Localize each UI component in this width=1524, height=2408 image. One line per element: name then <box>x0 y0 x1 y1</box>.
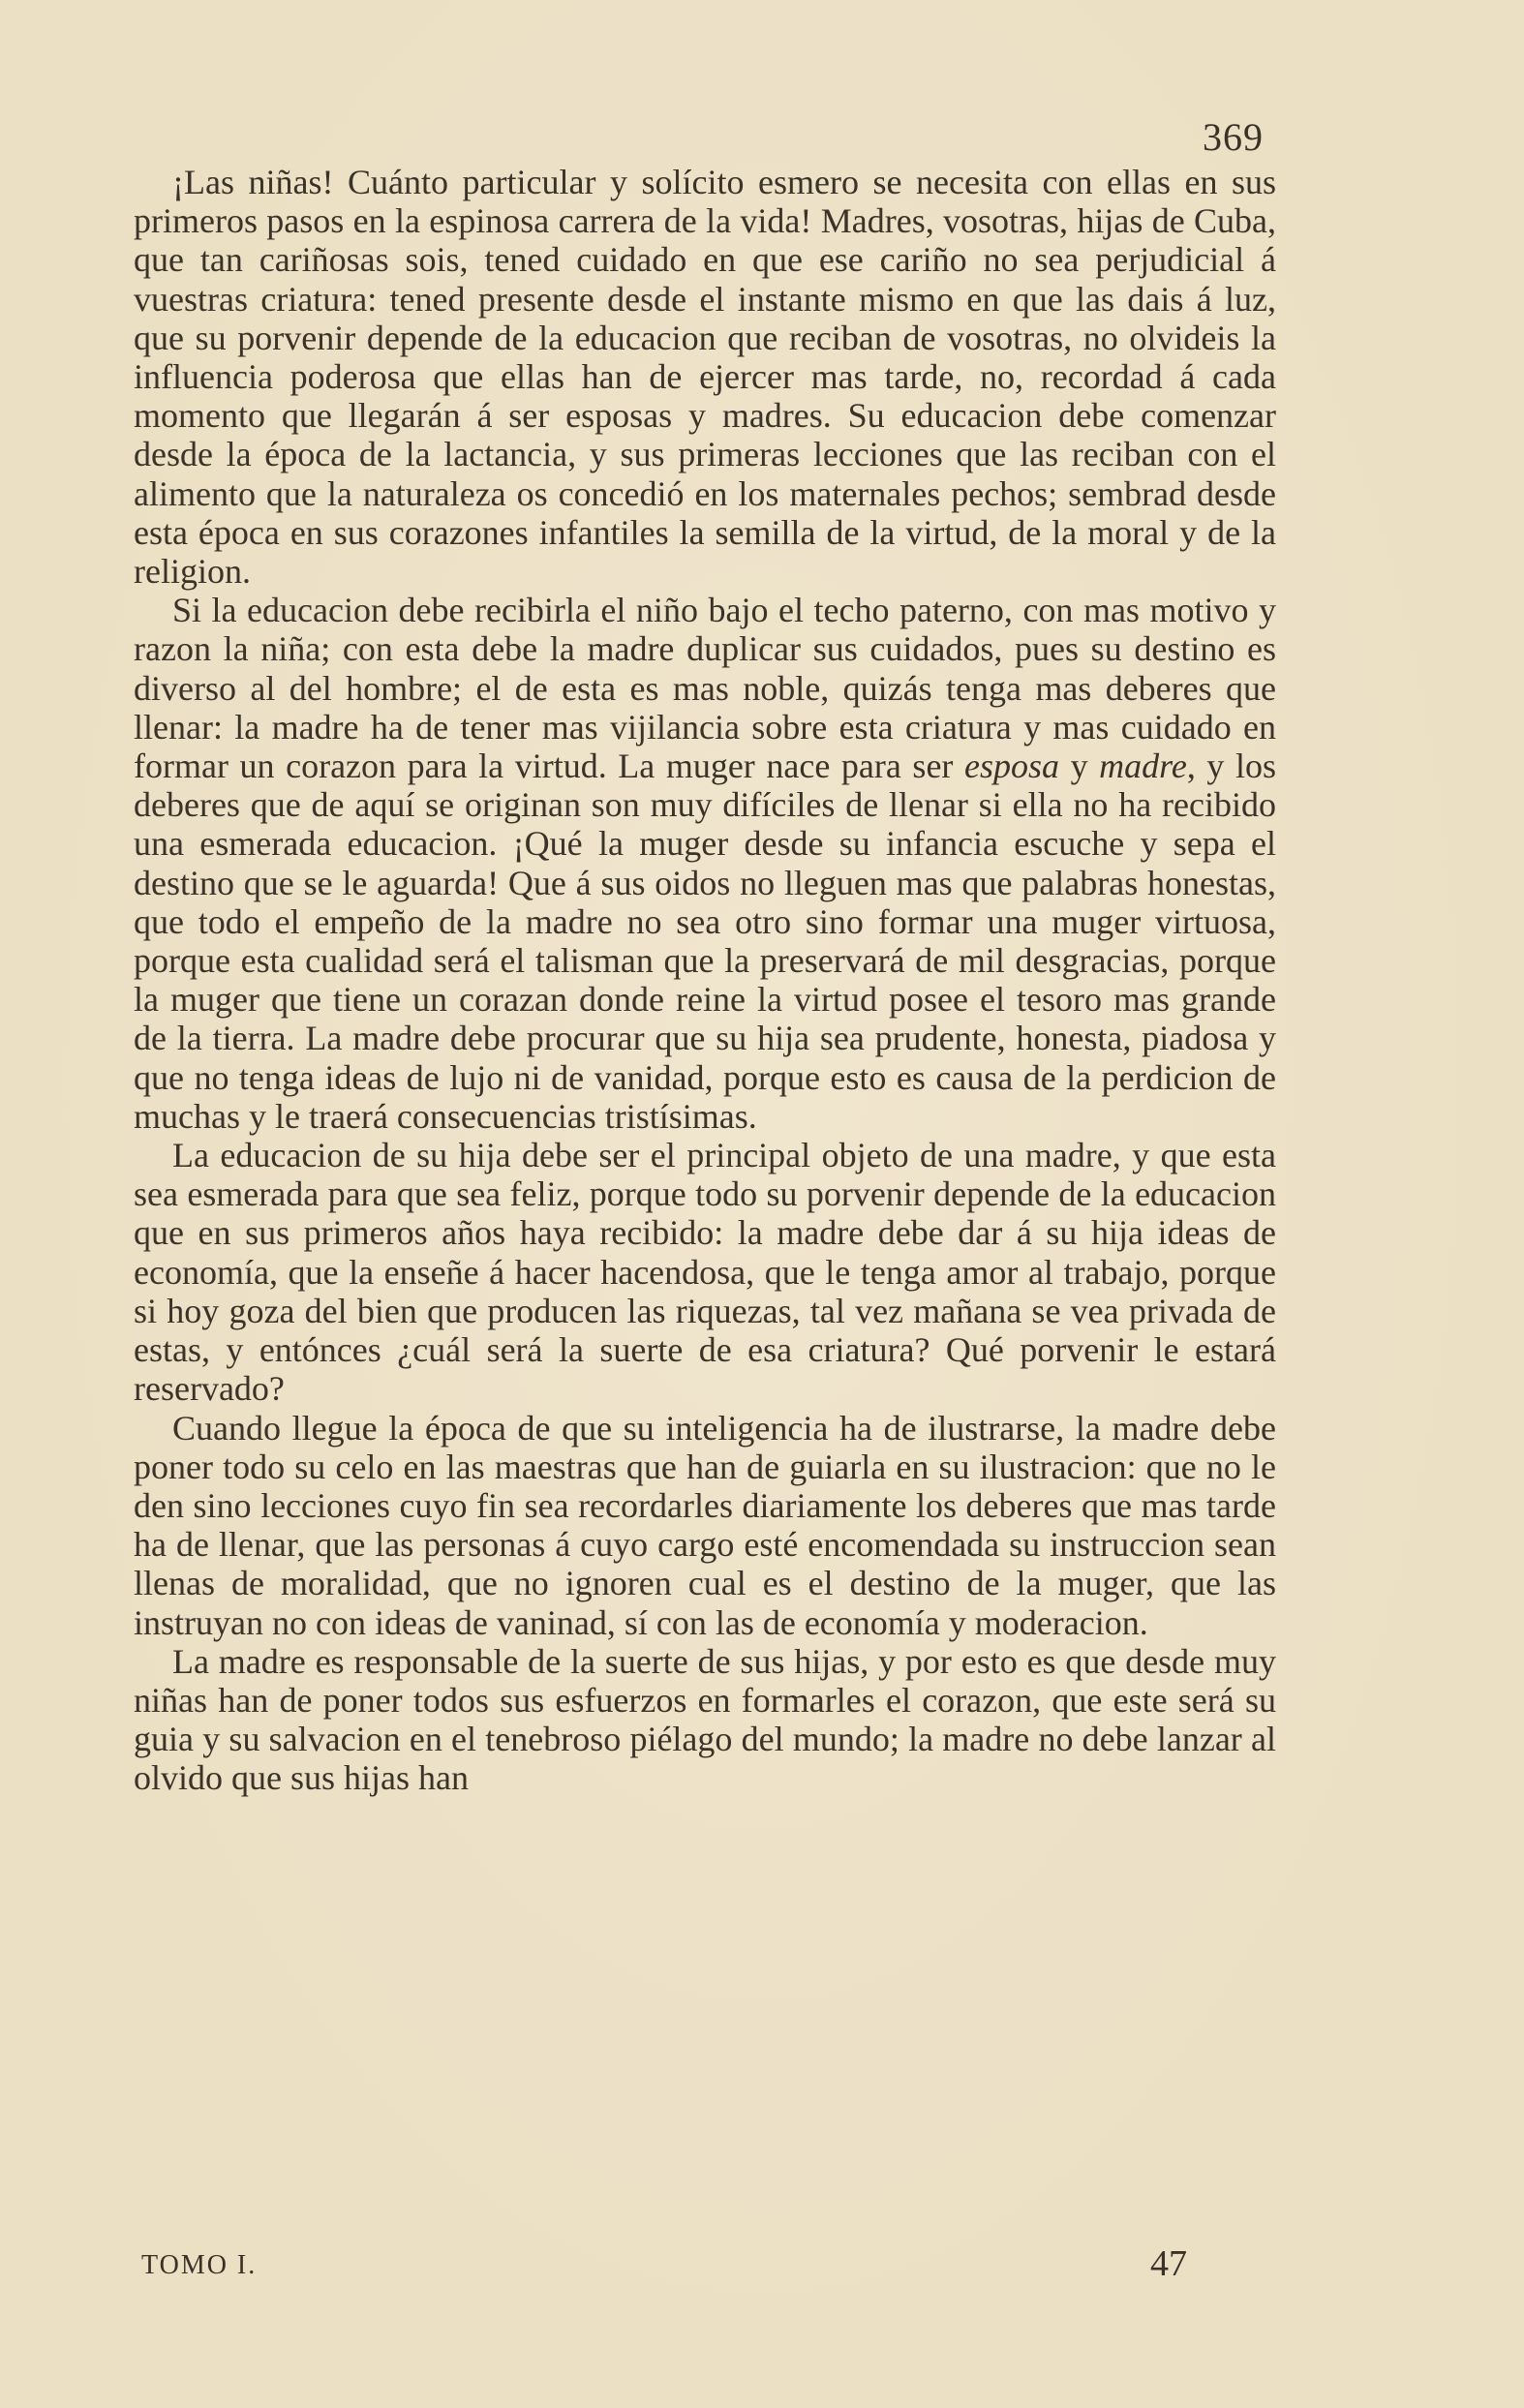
paragraph-4: Cuando llegue la época de que su inteligencia ha de ilustrarse, la madre debe poner todo su celo en las maestras que han de guiarla en su ilustracion: que no le den sino lecciones cuyo fin sea recordarles diariamente los deberes que mas tarde ha de llenar, que las personas á cuyo cargo esté encomendada su instruccion sean llenas de moralidad, que no ignoren cual es el destino de la muger, que las instruyan no con ideas de vaninad, sí con las de economía y moderacion. <box>134 1408 1276 1642</box>
paragraph-2-text-c: , y los deberes que de aquí se originan son muy difíciles de llenar si ella no ha recibido una esmerada educacion. ¡Qué la muger desde su infancia escuche y sepa el destino que se le aguarda! Que á sus oidos no lleguen mas que palabras honestas, que todo el empeño de la madre no sea otro sino formar una muger virtuosa, porque esta cualidad será el talisman que la preservará de mil desgracias, porque la muger que tiene un corazan donde reine la virtud posee el tesoro mas grande de la tierra. La madre debe procurar que su hija sea prudente, honesta, piadosa y que no tenga ideas de lujo ni de vanidad, porque esto es causa de la perdicion de muchas y le traerá consecuencias tristísimas. <box>134 747 1277 1136</box>
italic-word-esposa: esposa <box>964 747 1059 786</box>
page-footer <box>134 2242 1276 2285</box>
paragraph-2-text-a: Si la educacion debe recibirla el niño bajo el techo paterno, con mas motivo y razon la niña; con esta debe la madre duplicar sus cuidados, pues su destino es diverso al del hombre; el de esta es mas noble, quizás tenga mas deberes que llenar: la madre ha de tener mas vijilancia sobre esta criatura y mas cuidado en formar un corazon para la virtud. La muger nace para ser <box>134 591 1276 786</box>
footer-sheet-number: 47 <box>1150 2243 1187 2284</box>
italic-word-madre: madre <box>1099 747 1187 786</box>
body-text <box>134 163 1276 1798</box>
paragraph-5: La madre es responsable de la suerte de sus hijas, y por esto es que desde muy niñas han de poner todos sus esfuerzos en formarles el corazon, que este será su guia y su salvacion en el tenebroso piélago del mundo; la madre no debe lanzar al olvido que sus hijas han <box>134 1641 1276 1798</box>
paragraph-3: La educacion de su hija debe ser el principal objeto de una madre, y que esta sea esmerada para que sea feliz, porque todo su porvenir depende de la educacion que en sus primeros años haya recibido: la madre debe dar á su hija ideas de economía, que la enseñe á hacer hacendosa, que le tenga amor al trabajo, porque si hoy goza del bien que producen las riquezas, tal vez mañana se vea privada de estas, y entónces ¿cuál será la suerte de esa criatura? Qué porvenir le estará reservado? <box>134 1136 1276 1409</box>
paragraph-2 <box>134 591 1276 1136</box>
paragraph-1: ¡Las niñas! Cuánto particular y solícito esmero se necesita con ellas en sus primeros pasos en la espinosa carrera de la vida! Madres, vosotras, hijas de Cuba, que tan cariñosas sois, tened cuidado en que ese cariño no sea perjudicial á vuestras criatura: tened presente desde el instante mismo en que las dais á luz, que su porvenir depende de la educacion que reciban de vosotras, no olvideis la influencia poderosa que ellas han de ejercer mas tarde, no, recordad á cada momento que llegarán á ser esposas y madres. Su educacion debe comenzar desde la época de la lactancia, y sus primeras lecciones que las reciban con el alimento que la naturaleza os concedió en los maternales pechos; sembrad desde esta época en sus corazones infantiles la semilla de la virtud, de la moral y de la religion. <box>134 163 1276 592</box>
paragraph-2-text-b: y <box>1059 747 1100 786</box>
footer-signature: TOMO I. <box>141 2250 258 2280</box>
page-number: 369 <box>1203 115 1264 159</box>
